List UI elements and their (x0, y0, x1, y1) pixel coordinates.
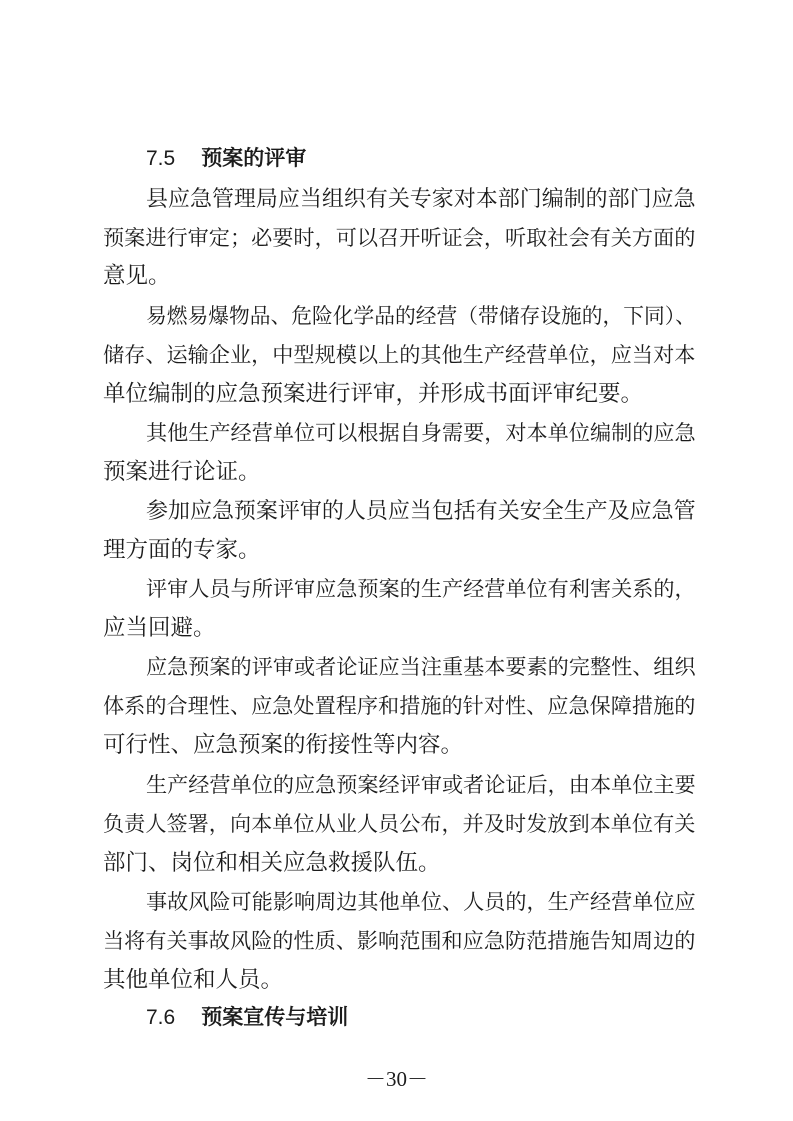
section-number: 7.5 (146, 147, 176, 170)
paragraph-line: 预案进行论证。 (103, 459, 261, 485)
paragraph-line: 易燃易爆物品、危险化学品的经营（带储存设施的，下同）、 (146, 304, 696, 328)
paragraph-line: 其他单位和人员。 (103, 967, 284, 993)
paragraph-line: 事故风险可能影响周边其他单位、人员的，生产经营单位应 (146, 889, 696, 914)
paragraph-line: 当将有关事故风险的性质、影响范围和应急防范措施告知周边的 (103, 928, 696, 953)
page-number: －30－ (365, 1067, 428, 1091)
paragraph-line: 评审人员与所评审应急预案的生产经营单位有利害关系的， (146, 576, 696, 601)
paragraph-line: 理方面的专家。 (103, 537, 261, 563)
section-number: 7.6 (146, 1006, 176, 1029)
section-heading (146, 997, 348, 1037)
paragraph-line: 意见。 (103, 263, 171, 289)
paragraph-line: 部门、岗位和相关应急救援队伍。 (103, 850, 441, 876)
paragraph-line: 预案进行审定；必要时，可以召开听证会，听取社会有关方面的 (103, 225, 696, 250)
paragraph-line: 可行性、应急预案的衔接性等内容。 (103, 732, 464, 758)
paragraph-line: 应急预案的评审或者论证应当注重基本要素的完整性、组织 (146, 654, 696, 679)
paragraph-line: 储存、运输企业，中型规模以上的其他生产经营单位，应当对本 (103, 342, 696, 367)
paragraph-line: 县应急管理局应当组织有关专家对本部门编制的部门应急 (146, 187, 696, 212)
section-heading (146, 138, 306, 178)
paragraph-line: 负责人签署，向本单位从业人员公布，并及时发放到本单位有关 (103, 811, 696, 836)
paragraph-line: 其他生产经营单位可以根据自身需要，对本单位编制的应急 (146, 420, 696, 445)
section-title: 预案宣传与培训 (201, 1005, 349, 1029)
paragraph-line: 单位编制的应急预案进行评审，并形成书面评审纪要。 (103, 381, 644, 407)
paragraph-line: 应当回避。 (103, 615, 216, 641)
paragraph-line: 体系的合理性、应急处置程序和措施的针对性、应急保障措施的 (103, 693, 696, 718)
section-title: 预案的评审 (201, 146, 307, 170)
paragraph-line: 参加应急预案评审的人员应当包括有关安全生产及应急管 (146, 499, 696, 524)
paragraph-line: 生产经营单位的应急预案经评审或者论证后，由本单位主要 (146, 772, 696, 797)
